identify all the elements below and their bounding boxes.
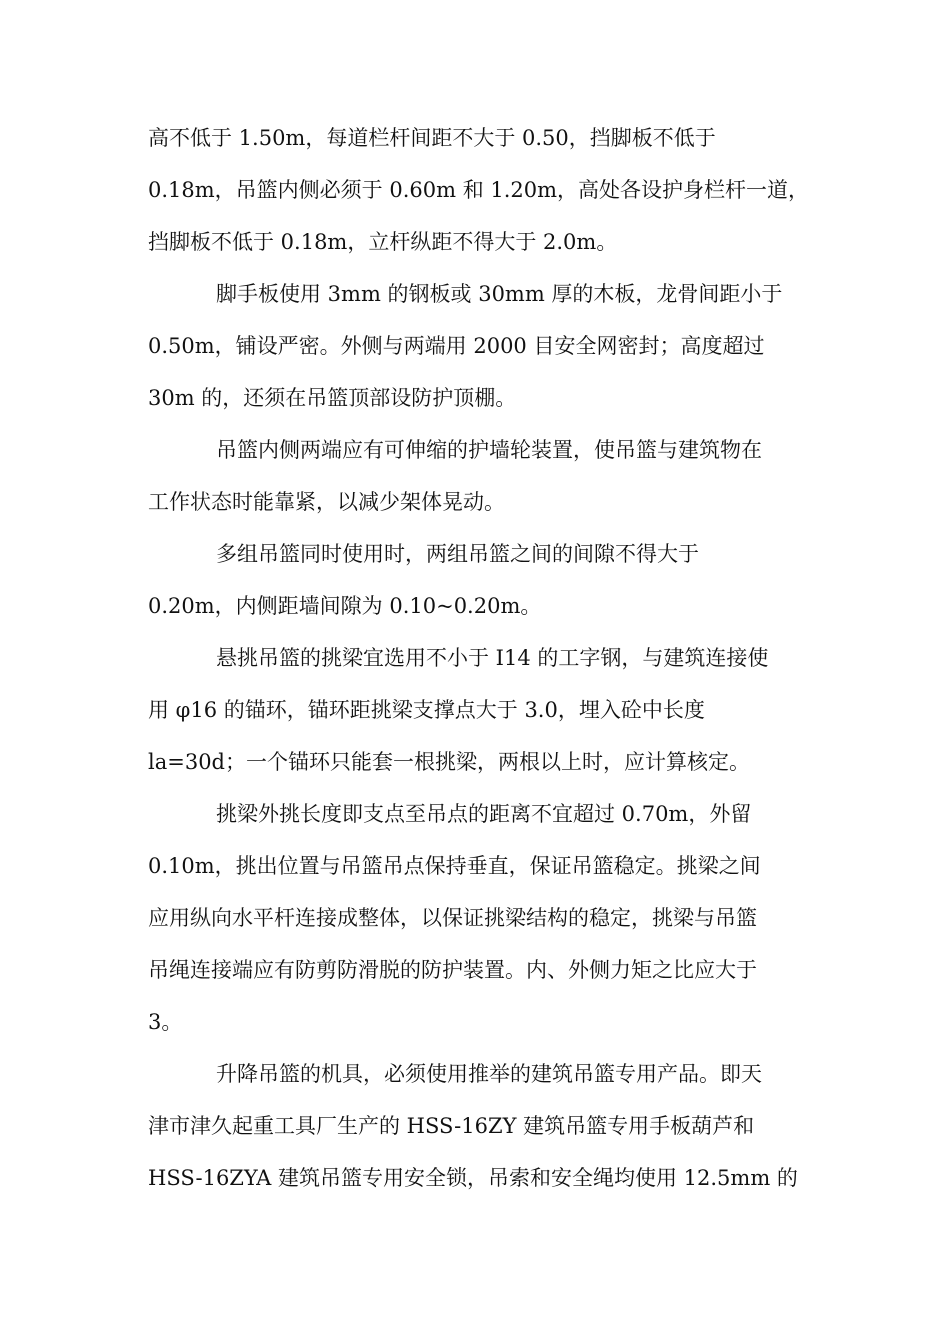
text-line: 0.20m，内侧距墙间隙为 0.10~0.20m。 [148, 594, 542, 618]
text-line: 脚手板使用 3mm 的钢板或 30mm 厚的木板，龙骨间距小于 [216, 282, 783, 306]
text-line: 升降吊篮的机具，必须使用推举的建筑吊篮专用产品。即天 [216, 1062, 762, 1086]
text-line: 应用纵向水平杆连接成整体，以保证挑梁结构的稳定，挑梁与吊篮 [148, 906, 757, 930]
text-line: 30m 的，还须在吊篮顶部设防护顶棚。 [148, 386, 517, 410]
text-line: 工作状态时能靠紧，以减少架体晃动。 [148, 490, 505, 514]
text-line: 挡脚板不低于 0.18m，立杆纵距不得大于 2.0m。 [148, 230, 618, 254]
text-line: 悬挑吊篮的挑梁宜选用不小于 I14 的工字钢，与建筑连接使 [216, 646, 769, 670]
text-line: 挑梁外挑长度即支点至吊点的距离不宜超过 0.70m，外留 [216, 802, 752, 826]
text-line: 吊篮内侧两端应有可伸缩的护墙轮装置，使吊篮与建筑物在 [216, 438, 762, 462]
text-line: HSS-16ZYA 建筑吊篮专用安全锁，吊索和安全绳均使用 12.5mm 的 [148, 1166, 798, 1190]
text-line: la=30d；一个锚环只能套一根挑梁，两根以上时，应计算核定。 [148, 750, 750, 774]
text-line: 用 φ16 的锚环，锚环距挑梁支撑点大于 3.0，埋入砼中长度 [148, 698, 705, 722]
document-body [148, 112, 808, 1204]
text-line: 0.10m，挑出位置与吊篮吊点保持垂直，保证吊篮稳定。挑梁之间 [148, 854, 761, 878]
text-line: 3。 [148, 1010, 183, 1034]
text-line: 0.50m，铺设严密。外侧与两端用 2000 目安全网密封；高度超过 [148, 334, 765, 358]
text-line: 高不低于 1.50m，每道栏杆间距不大于 0.50，挡脚板不低于 [148, 126, 716, 150]
text-line: 多组吊篮同时使用时，两组吊篮之间的间隙不得大于 [216, 542, 699, 566]
text-line: 0.18m，吊篮内侧必须于 0.60m 和 1.20m，高处各设护身栏杆一道， [148, 178, 810, 202]
text-line: 津市津久起重工具厂生产的 HSS-16ZY 建筑吊篮专用手板葫芦和 [148, 1114, 755, 1138]
text-line: 吊绳连接端应有防剪防滑脱的防护装置。内、外侧力矩之比应大于 [148, 958, 757, 982]
